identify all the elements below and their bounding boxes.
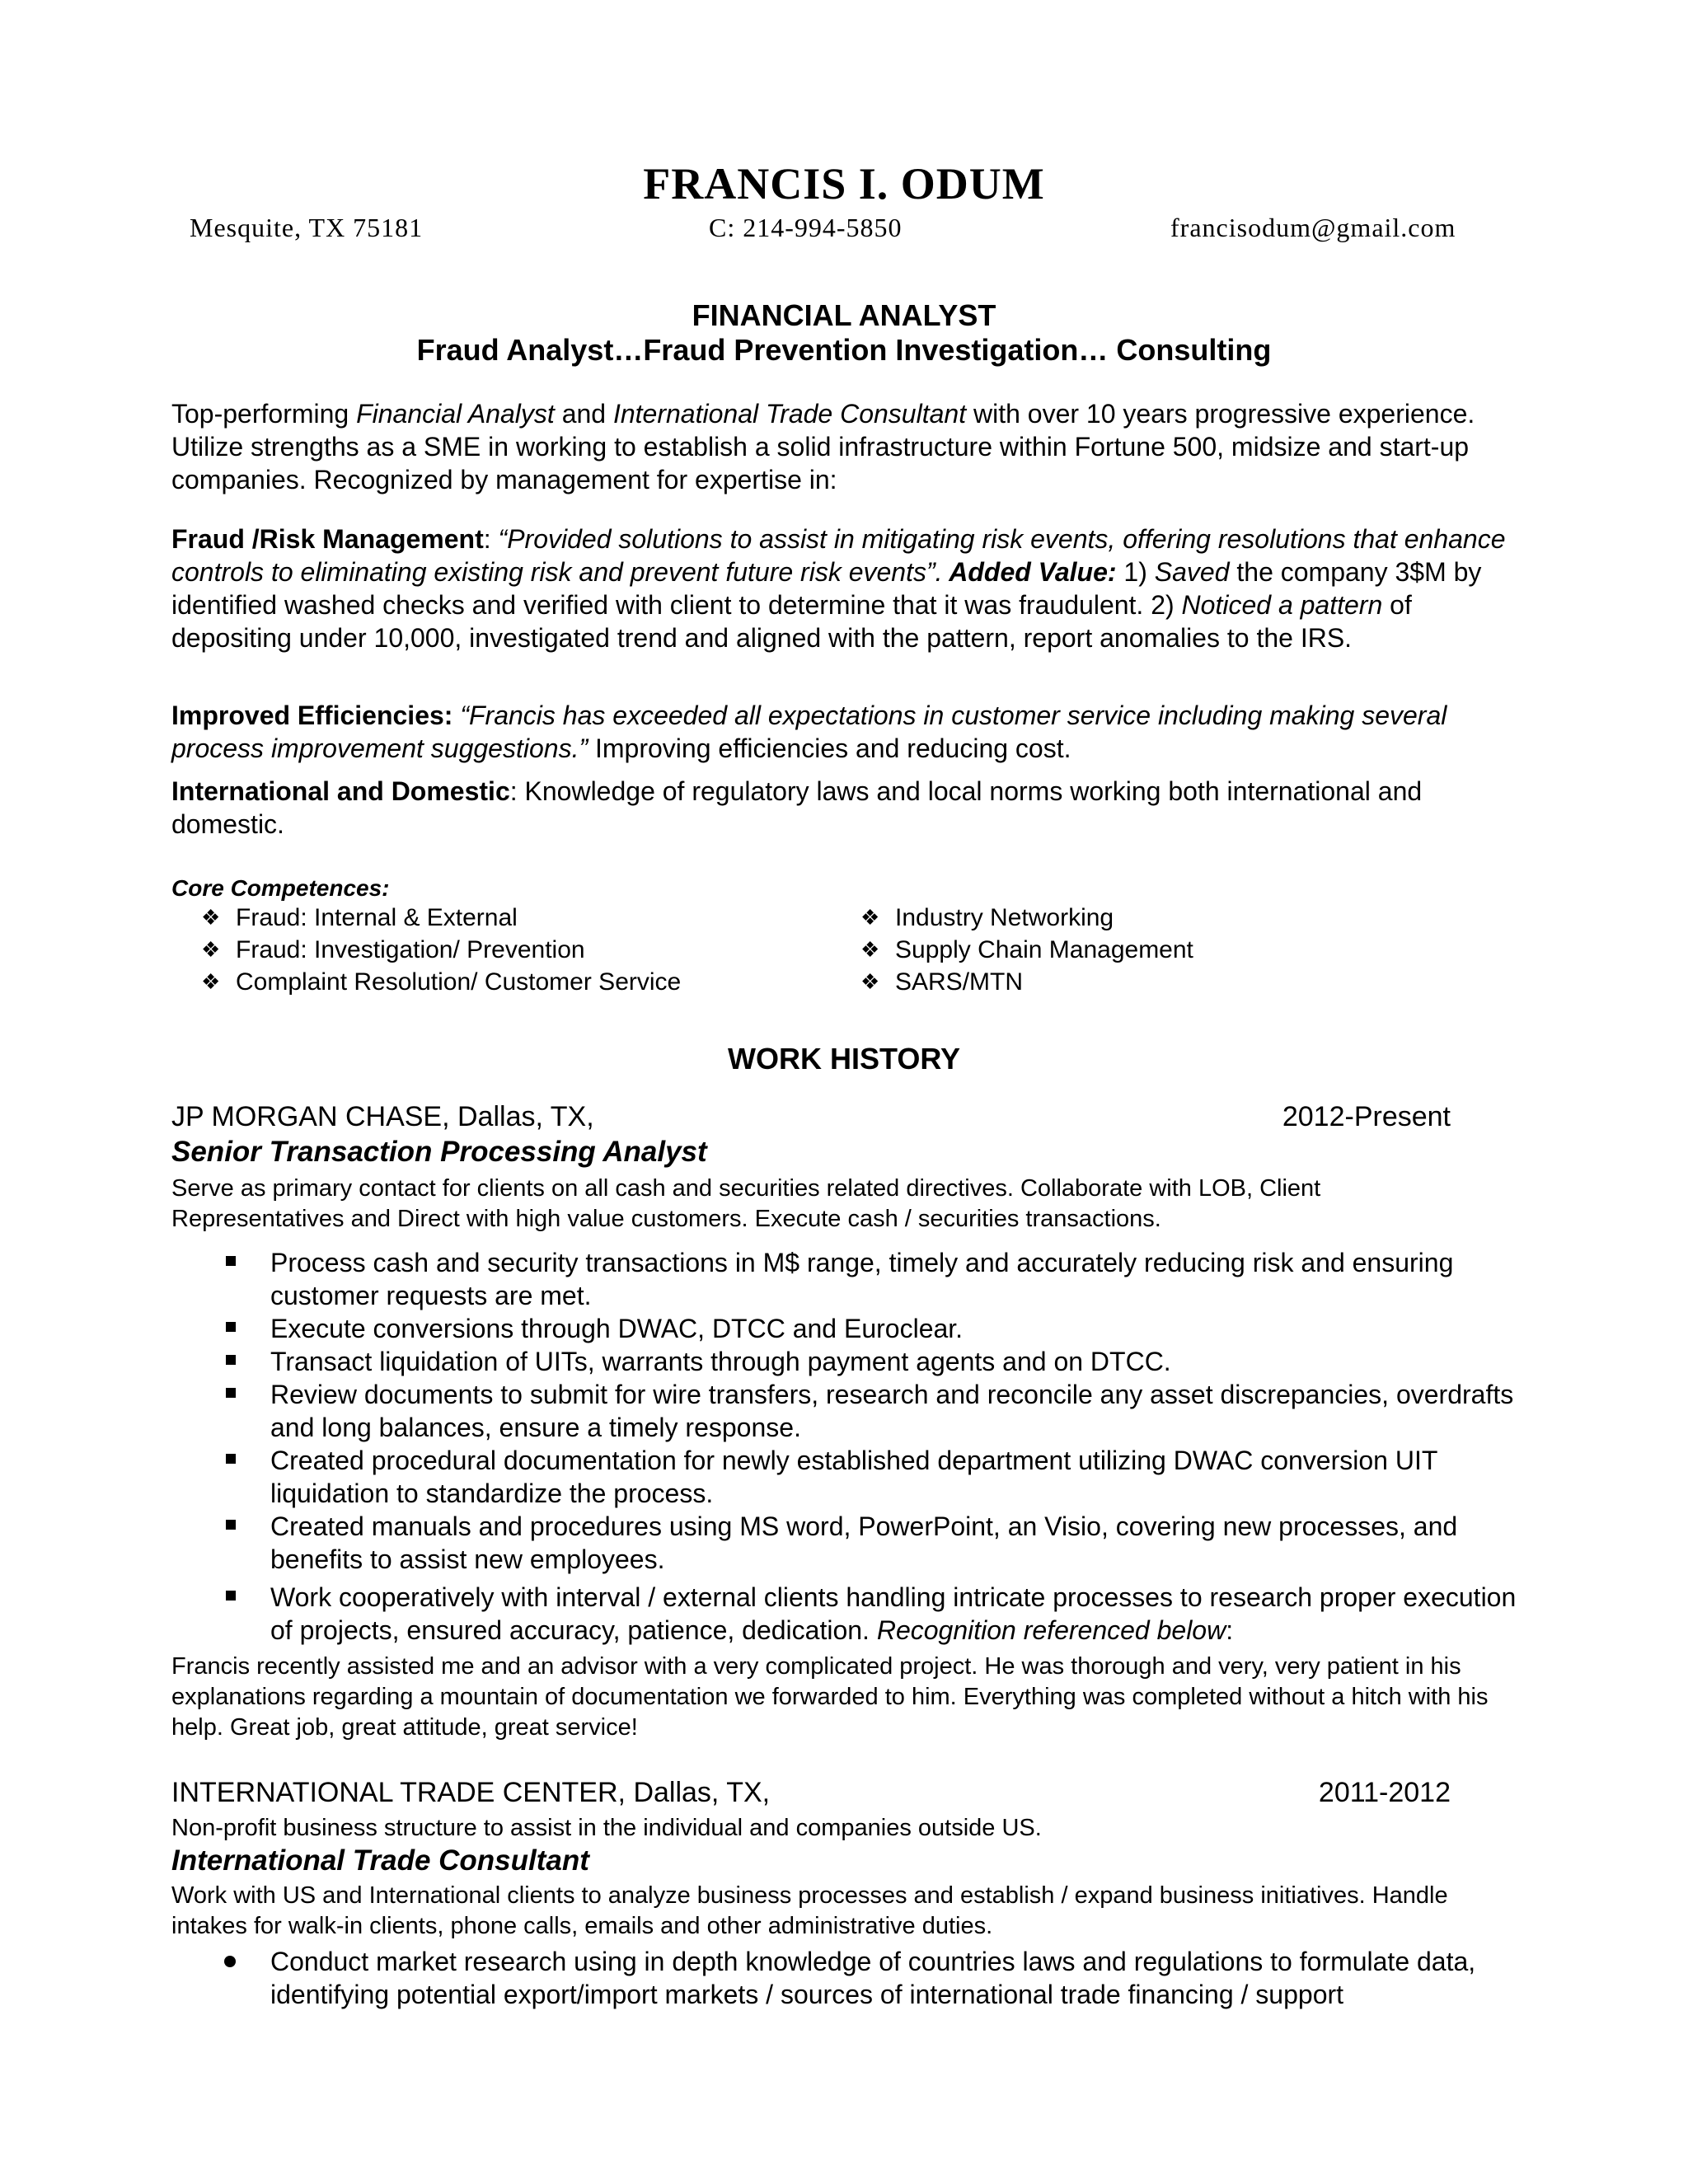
job2-location: Dallas, TX, — [626, 1777, 771, 1808]
round-bullet-icon — [224, 1956, 236, 1967]
job1-recognition-quote: Francis recently assisted me and an advisor with a very complicated project. He was thorough and very, very patient in his explanations regarding a mountain of documentation we forwarded to him. Everything was completed without a hitch with his help. Great job, great attitude, great service! — [171, 1653, 1489, 1741]
list-item: Process cash and security transactions in M$ range, timely and accurately reducing risk and ensuring customer requests are met. — [171, 1246, 1523, 1312]
square-bullet-icon — [226, 1454, 236, 1464]
square-bullet-icon — [226, 1355, 236, 1365]
contact-location: Mesquite, TX 75181 — [190, 213, 424, 242]
job2-note: Non-profit business structure to assist in the individual and companies outside US. — [171, 1815, 1042, 1841]
efficiencies-label: Improved Efficiencies: — [171, 701, 453, 730]
list-item: ❖ Industry Networking — [847, 902, 1193, 934]
list-item: Transact liquidation of UITs, warrants through payment agents and on DTCC. — [171, 1345, 1523, 1378]
fraud-risk-label: Fraud /Risk Management — [171, 524, 484, 554]
work-history-title: WORK HISTORY — [727, 1042, 960, 1076]
square-bullet-icon — [226, 1256, 236, 1266]
list-item: Review documents to submit for wire transfers, research and reconcile any asset discrepancies, overdrafts and long balances, ensure a timely response. — [171, 1378, 1523, 1444]
diamond-bullet-icon: ❖ — [201, 969, 221, 994]
job2-company: INTERNATIONAL TRADE CENTER, — [171, 1777, 626, 1808]
square-bullet-icon — [226, 1520, 236, 1530]
core-competences-left — [188, 902, 681, 998]
list-item: Conduct market research using in depth knowledge of countries laws and regulations to formulate data, identifying potential export/import markets / sources of international trade financing / support — [171, 1945, 1523, 2011]
list-item: ❖ Fraud: Investigation/ Prevention — [188, 934, 681, 966]
job1-company: JP MORGAN CHASE, — [171, 1101, 450, 1132]
list-item: Created manuals and procedures using MS word, PowerPoint, an Visio, covering new processes, and benefits to assist new employees. — [171, 1510, 1523, 1576]
square-bullet-icon — [226, 1388, 236, 1398]
contact-phone: C: 214-994-5850 — [709, 213, 903, 242]
list-item: ❖ SARS/MTN — [847, 966, 1193, 998]
diamond-bullet-icon: ❖ — [201, 937, 221, 962]
diamond-bullet-icon: ❖ — [201, 905, 221, 930]
diamond-bullet-icon: ❖ — [860, 905, 880, 930]
job1-bullets — [171, 1246, 1523, 1647]
job1-dates: 2012-Present — [1282, 1101, 1451, 1132]
square-bullet-icon — [226, 1322, 236, 1332]
job2-header — [171, 1777, 1451, 1809]
headline-title: FINANCIAL ANALYST — [692, 298, 996, 332]
list-item: Created procedural documentation for newly established department utilizing DWAC conversion UIT liquidation to standardize the process. — [171, 1444, 1523, 1510]
fraud-risk-paragraph: Fraud /Risk Management: “Provided solutions to assist in mitigating risk events, offering resolutions that enhance controls to eliminating existing risk and prevent future risk events”. Added Value: 1) Saved the company 3$M by identified washed checks and verified with client to determine that it was fraudulent. 2) Noticed a pattern of depositing under 10,000, investigated trend and aligned with the pattern, report anomalies to the IRS. — [171, 524, 1506, 653]
list-item: Work cooperatively with interval / external clients handling intricate processes to research proper execution of projects, ensured accuracy, patience, dedication. Recognition referenced below: — [171, 1581, 1523, 1647]
job2-dates: 2011-2012 — [1318, 1777, 1451, 1808]
list-item: ❖ Complaint Resolution/ Customer Service — [188, 966, 681, 998]
job2-title: International Trade Consultant — [171, 1844, 589, 1877]
intl-domestic-label: International and Domestic — [171, 776, 510, 806]
contact-email: francisodum@gmail.com — [1170, 213, 1456, 242]
job1-header — [171, 1101, 1451, 1133]
recognition-label: Recognition referenced below — [869, 1615, 1226, 1645]
list-item: Execute conversions through DWAC, DTCC and Euroclear. — [171, 1312, 1523, 1345]
diamond-bullet-icon: ❖ — [860, 937, 880, 962]
headline-subtitle: Fraud Analyst…Fraud Prevention Investigation… Consulting — [416, 333, 1272, 367]
efficiencies-paragraph: Improved Efficiencies: “Francis has exceeded all expectations in customer service including making several process improvement suggestions.” Improving efficiencies and reducing cost. — [171, 701, 1447, 763]
diamond-bullet-icon: ❖ — [860, 969, 880, 994]
summary-paragraph: Top-performing Financial Analyst and International Trade Consultant with over 10 years progressive experience. Utilize strengths as a SME in working to establish a solid infrastructure within Fortune 500, midsize and start-up companies. Recognized by management for expertise in: — [171, 399, 1475, 494]
square-bullet-icon — [226, 1591, 236, 1601]
job1-description: Serve as primary contact for clients on all cash and securities related directives. Collaborate with LOB, Client Representatives and Direct with high value customers. Execute cash / securities transactions. — [171, 1175, 1321, 1232]
job1-location: Dallas, TX, — [449, 1101, 594, 1132]
core-competences-title: Core Competences: — [171, 875, 390, 901]
list-item: ❖ Supply Chain Management — [847, 934, 1193, 966]
job2-description: Work with US and International clients to analyze business processes and establish / expand business initiatives. Handle intakes for walk-in clients, phone calls, emails and other administrative duties. — [171, 1882, 1448, 1939]
list-item: ❖ Fraud: Internal & External — [188, 902, 681, 934]
core-competences-right — [847, 902, 1193, 998]
intl-domestic-paragraph: International and Domestic: Knowledge of regulatory laws and local norms working both international and domestic. — [171, 776, 1423, 839]
job1-title: Senior Transaction Processing Analyst — [171, 1136, 707, 1168]
job2-bullets — [171, 1945, 1523, 2011]
resume-name: FRANCIS I. ODUM — [643, 159, 1045, 209]
